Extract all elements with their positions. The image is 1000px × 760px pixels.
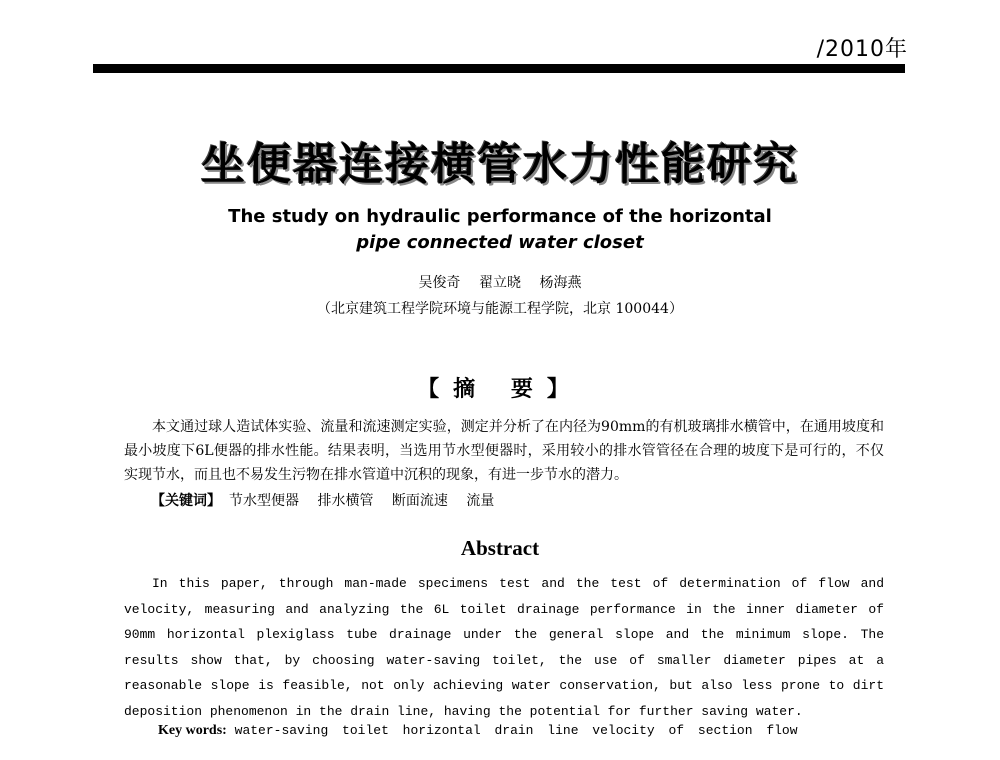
keywords-chinese-label: 【关键词】	[151, 493, 221, 509]
keywords-english	[158, 723, 798, 739]
abstract-chinese-heading: 【摘 要】	[417, 377, 583, 402]
affiliation: （北京建筑工程学院环境与能源工程学院，北京 100044）	[317, 301, 683, 317]
keywords-english-label: Key words:	[158, 723, 227, 738]
paper-title-english	[0, 204, 1000, 256]
paper-title-chinese: 坐便器连接横管水力性能研究	[201, 139, 799, 190]
journal-year: /2010年	[816, 37, 908, 62]
title-english-line-2: pipe connected water closet	[356, 232, 644, 253]
title-english-line-1: The study on hydraulic performance of the horizontal	[228, 206, 772, 227]
abstract-english-heading: Abstract	[460, 536, 540, 560]
keywords-chinese-terms: 节水型便器 排水横管 断面流速 流量	[229, 493, 495, 509]
abstract-english-text: In this paper, through man-made specimens test and the test of determination of flow and velocity, measuring and analyzing the 6L toilet drainage performance in the inner diameter of 90mm horizontal plexiglass tube drainage under the general slope and the minimum slope. The results show that, by choosing water-saving toilet, the use of smaller diameter pipes at a reasonable slope is feasible, not only achieving water conservation, but also less prone to dirt deposition phenomenon in the drain line, having the potential for further saving water.	[124, 576, 884, 719]
keywords-english-terms: water-saving toilet horizontal drain line velocity of section flow	[234, 723, 798, 738]
keywords-chinese	[151, 490, 494, 510]
abstract-chinese-text: 本文通过球人造试体实验、流量和流速测定实验，测定并分析了在内径为90mm的有机玻璃排水横管中，在通用坡度和最小坡度下6L便器的排水性能。结果表明，当选用节水型便器时，采用较小的排水管管径在合理的坡度下是可行的，不仅实现节水，而且也不易发生污物在排水管道中沉积的现象，有进一步节水的潜力。	[124, 419, 884, 483]
authors: 吴俊奇 翟立晓 杨海燕	[418, 275, 582, 291]
header-rule	[93, 64, 905, 73]
